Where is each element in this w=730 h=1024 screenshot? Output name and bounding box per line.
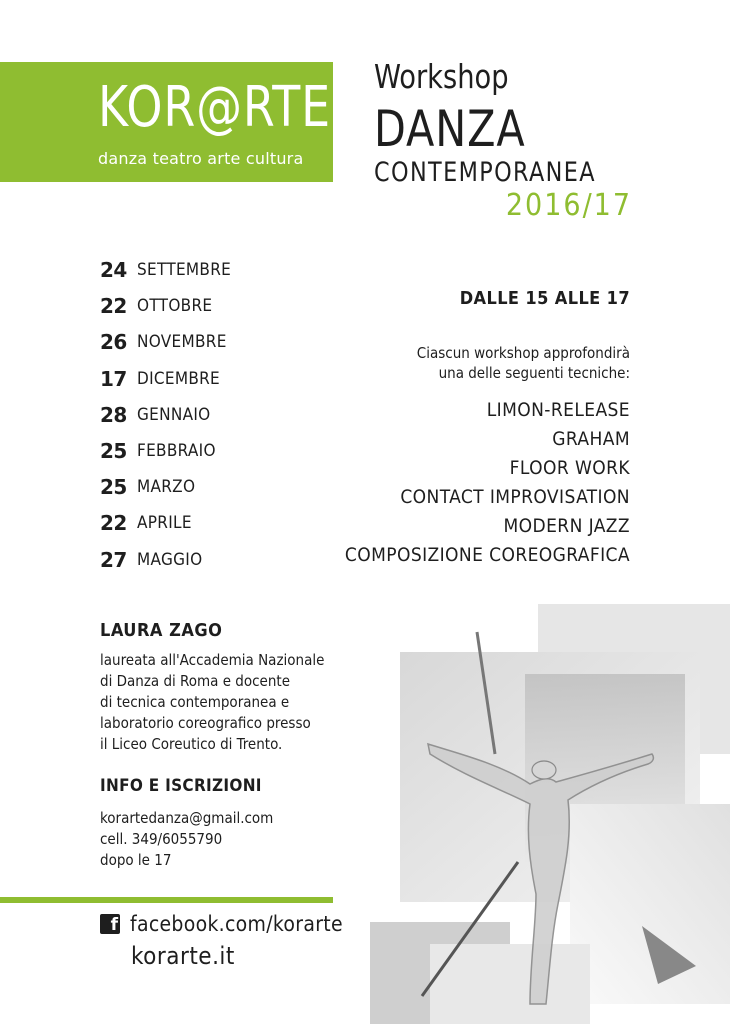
facebook-row[interactable] xyxy=(100,912,343,936)
dancer-artwork xyxy=(370,604,730,1024)
date-item xyxy=(100,252,231,288)
hours-heading: DALLE 15 ALLE 17 xyxy=(459,288,630,309)
techniques-intro xyxy=(417,343,630,383)
date-day: 22 xyxy=(100,294,127,319)
info-heading: INFO E ISCRIZIONI xyxy=(100,776,262,796)
date-item xyxy=(100,361,231,397)
technique-item: COMPOSIZIONE COREOGRAFICA xyxy=(344,544,630,566)
teacher-bio xyxy=(100,650,324,755)
intro-line: una delle seguenti tecniche: xyxy=(438,364,630,382)
date-day: 22 xyxy=(100,511,127,536)
date-month: APRILE xyxy=(137,513,192,534)
bio-line: di Danza di Roma e docente xyxy=(100,672,291,690)
dancer-head xyxy=(532,761,556,779)
date-item xyxy=(100,324,231,360)
date-item xyxy=(100,397,231,433)
technique-item: GRAHAM xyxy=(552,428,630,450)
technique-item: MODERN JAZZ xyxy=(503,515,630,537)
date-month: MARZO xyxy=(137,477,196,498)
facebook-link[interactable]: facebook.com/korarte xyxy=(130,912,343,936)
date-day: 28 xyxy=(100,402,127,427)
technique-item: CONTACT IMPROVISATION xyxy=(400,486,630,508)
bio-line: il Liceo Coreutico di Trento. xyxy=(100,735,283,753)
bio-line: laboratorio coreografico presso xyxy=(100,714,311,732)
contact-email[interactable]: korartedanza@gmail.com xyxy=(100,809,274,827)
date-month: SETTEMBRE xyxy=(137,260,232,281)
website-link[interactable]: korarte.it xyxy=(131,942,235,970)
art-square xyxy=(430,944,590,1024)
date-month: FEBBRAIO xyxy=(137,441,216,462)
contact-hours: dopo le 17 xyxy=(100,851,172,869)
date-month: DICEMBRE xyxy=(137,368,221,389)
title-year: 2016/17 xyxy=(505,188,632,223)
date-day: 17 xyxy=(100,366,127,391)
date-month: NOVEMBRE xyxy=(137,332,227,353)
technique-item: LIMON-RELEASE xyxy=(486,399,630,421)
date-day: 26 xyxy=(100,330,127,355)
date-item xyxy=(100,469,231,505)
facebook-icon: f xyxy=(100,914,120,934)
bio-line: laureata all'Accademia Nazionale xyxy=(100,651,325,669)
date-day: 24 xyxy=(100,258,127,283)
bio-line: di tecnica contemporanea e xyxy=(100,693,290,711)
date-month: GENNAIO xyxy=(137,404,211,425)
contact-block xyxy=(100,808,273,871)
teacher-name: LAURA ZAGO xyxy=(100,620,223,641)
intro-line: Ciascun workshop approfondirà xyxy=(416,344,630,362)
logo-tagline: danza teatro arte cultura xyxy=(98,149,304,168)
title-workshop: Workshop xyxy=(374,57,509,96)
date-day: 25 xyxy=(100,475,127,500)
green-divider xyxy=(0,897,333,903)
dates-list xyxy=(100,252,231,578)
date-day: 25 xyxy=(100,439,127,464)
date-month: OTTOBRE xyxy=(137,296,213,317)
logo-block xyxy=(0,62,333,182)
art-square xyxy=(570,804,730,1004)
techniques-list xyxy=(345,396,630,570)
date-item xyxy=(100,288,231,324)
logo-wordmark: KOR@RTE xyxy=(98,75,331,140)
date-day: 27 xyxy=(100,547,127,572)
contact-phone: cell. 349/6055790 xyxy=(100,830,223,848)
date-item xyxy=(100,542,231,578)
technique-item: FLOOR WORK xyxy=(509,457,630,479)
date-item xyxy=(100,433,231,469)
date-item xyxy=(100,505,231,541)
title-contemporanea: CONTEMPORANEA xyxy=(374,157,596,188)
title-danza: DANZA xyxy=(374,100,526,158)
date-month: MAGGIO xyxy=(137,549,203,570)
